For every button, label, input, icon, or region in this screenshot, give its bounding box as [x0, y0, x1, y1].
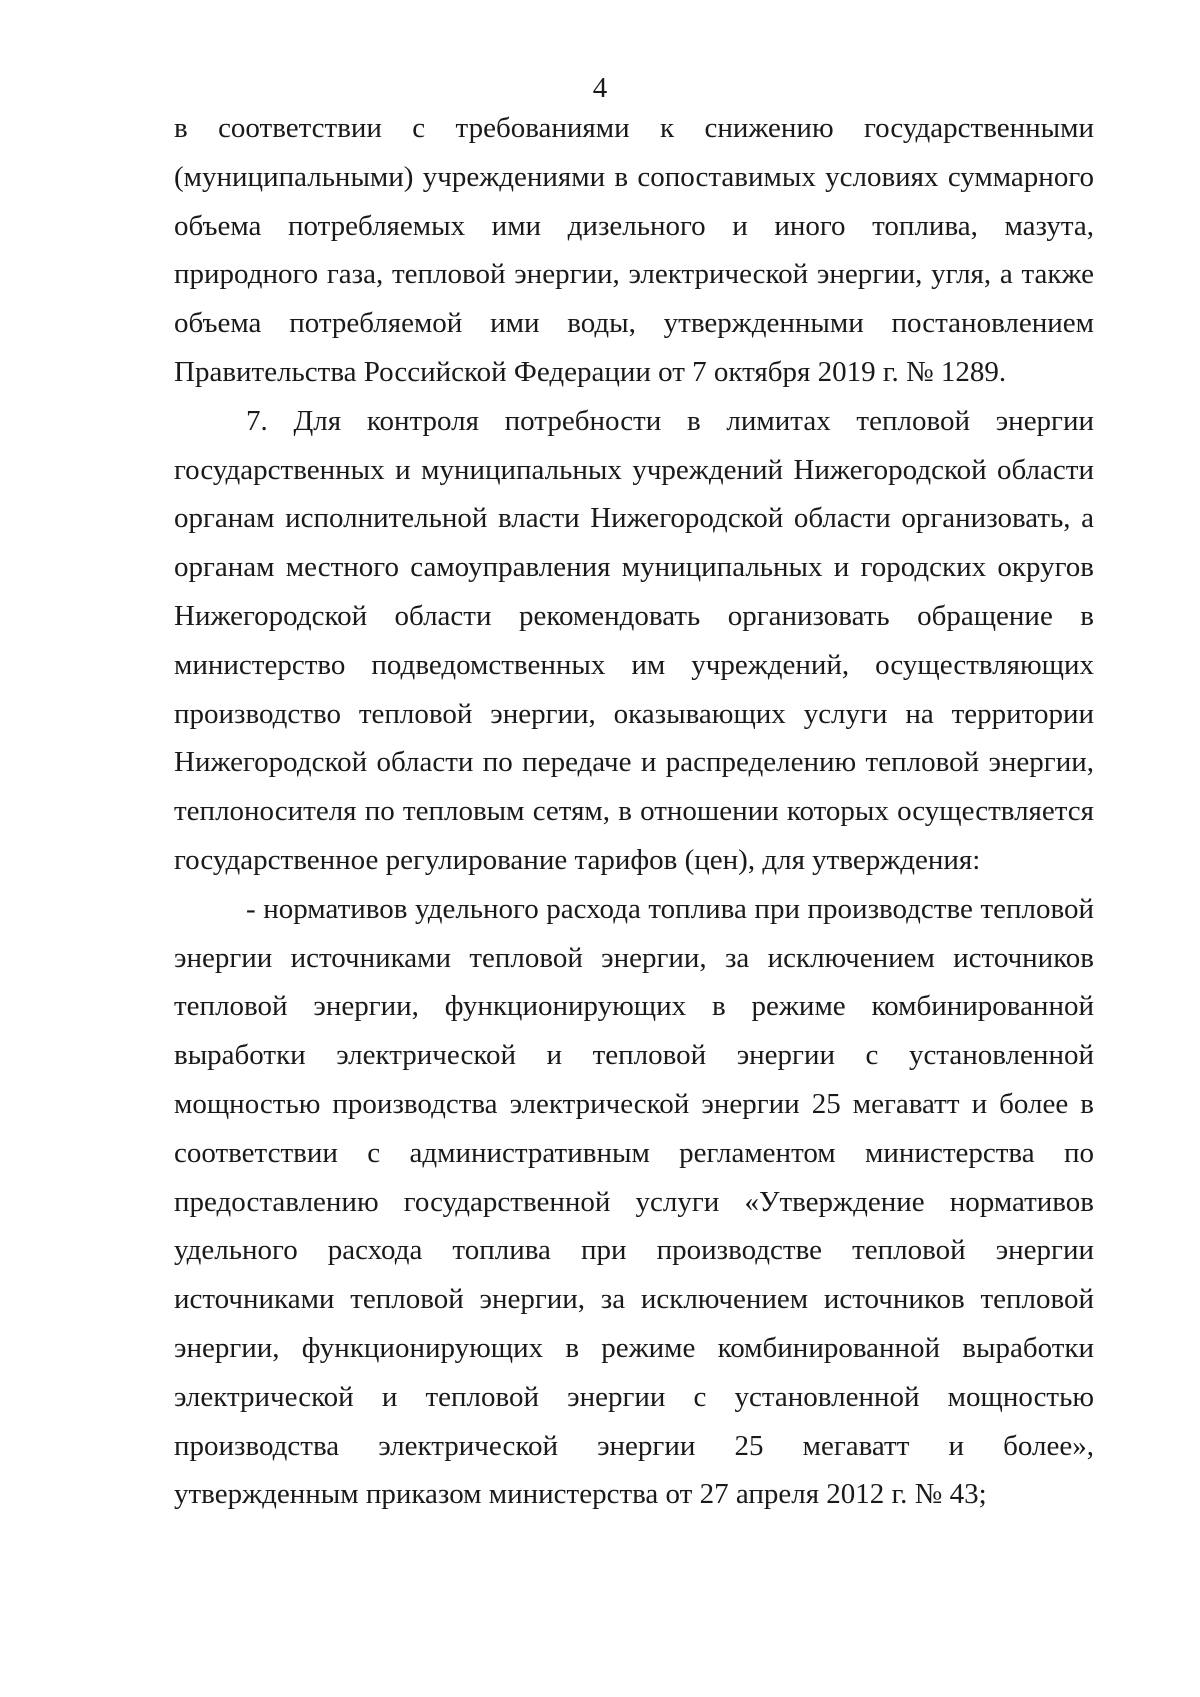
document-body — [174, 104, 1094, 1519]
page-number: 4 — [592, 72, 608, 104]
paragraph-item-7: 7. Для контроля потребности в лимитах тепловой энергии государственных и муниципальных учреждений Нижегородской области органам исполнительной власти Нижегородской области организовать, а органам местного самоуправления муниципальных и городских округов Нижегородской области рекомендовать организовать обращение в министерство подведомственных им учреждений, осуществляющих производство тепловой энергии, оказывающих услуги на территории Нижегородской области по передаче и распределению тепловой энергии, теплоносителя по тепловым сетям, в отношении которых осуществляется государственное регулирование тарифов (цен), для утверждения: — [174, 404, 1094, 876]
paragraph-continuation: в соответствии с требованиями к снижению государственными (муниципальными) учреждениями в сопоставимых условиях суммарного объема потребляемых ими дизельного и иного топлива, мазута, природного газа, тепловой энергии, электрической энергии, угля, а также объема потребляемой ими воды, утвержденными постановлением Правительства Российской Федерации от 7 октября 2019 г. № 1289. — [174, 112, 1094, 388]
paragraph-list-item: - нормативов удельного расхода топлива при производстве тепловой энергии источниками тепловой энергии, за исключением источников тепловой энергии, функционирующих в режиме комбинированной выработки электрической и тепловой энергии с установленной мощностью производства электрической энергии 25 мегаватт и более в соответствии с административным регламентом министерства по предоставлению государственной услуги «Утверждение нормативов удельного расхода топлива при производстве тепловой энергии источниками тепловой энергии, за исключением источников тепловой энергии, функционирующих в режиме комбинированной выработки электрической и тепловой энергии с установленной мощностью производства электрической энергии 25 мегаватт и более», утвержденным приказом министерства от 27 апреля 2012 г. № 43; — [174, 892, 1094, 1511]
